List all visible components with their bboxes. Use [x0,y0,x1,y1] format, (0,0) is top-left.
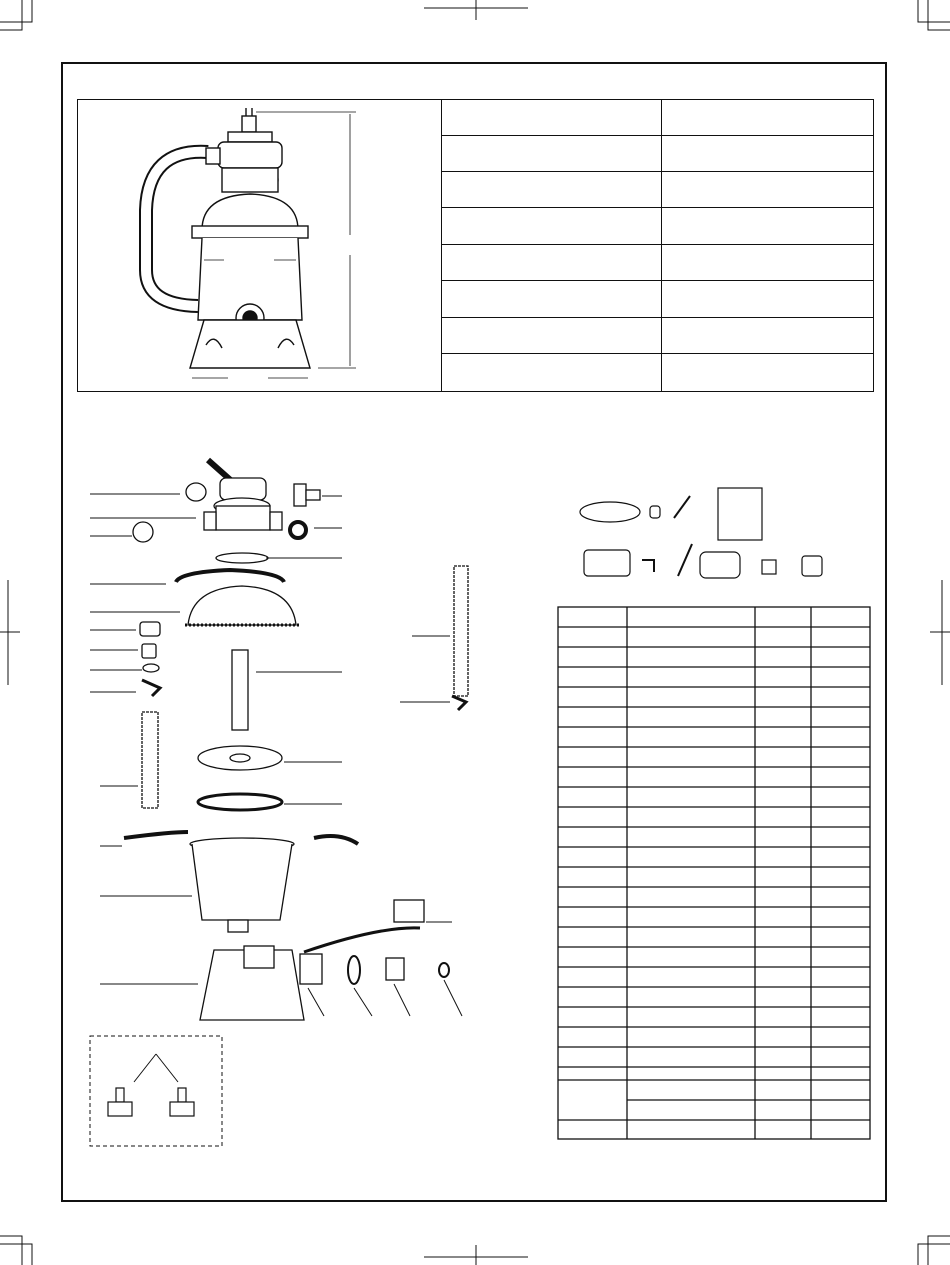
strainer-basket-icon [584,550,630,576]
small-plug-icon [650,506,660,518]
accessories-kit [570,480,840,590]
elbow-fitting-icon [642,560,654,572]
skimmer-cup-icon [802,556,822,576]
exploded-parts-diagram [80,440,480,1160]
tank-ring-icon [580,502,640,522]
wire-tray-icon [700,552,740,578]
filter-dimension-figure [78,100,441,391]
parts-table [557,606,871,1140]
spec-table [442,99,874,392]
valve-fitting-icon [762,560,776,574]
filter-box-icon [718,488,762,540]
